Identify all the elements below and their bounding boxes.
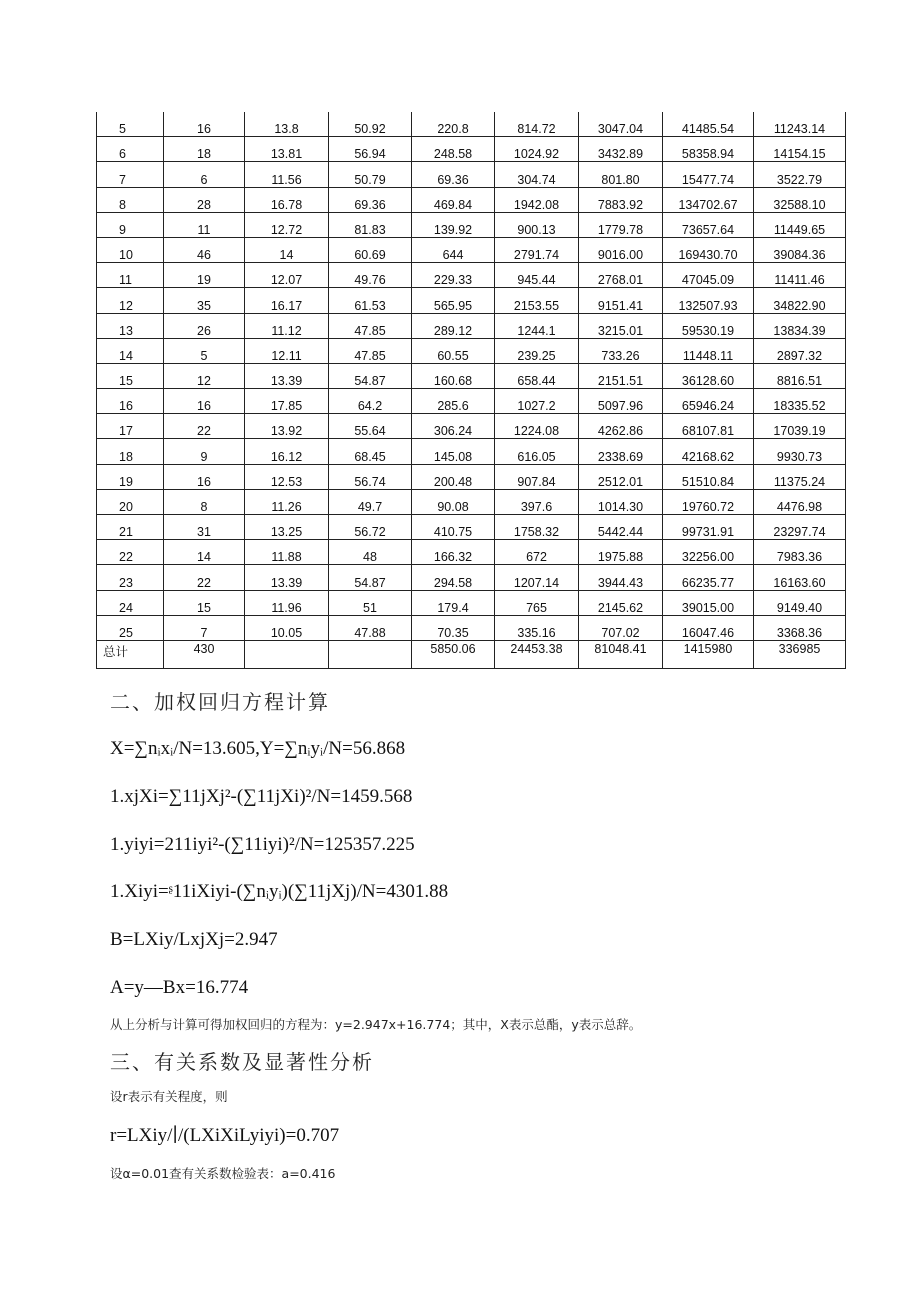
table-cell: 4476.98 [754, 489, 846, 514]
table-cell: 3432.89 [579, 137, 663, 162]
table-cell: 285.6 [412, 389, 495, 414]
table-cell: 16 [164, 464, 245, 489]
table-cell: 11.88 [245, 540, 329, 565]
table-cell: 23 [97, 565, 164, 590]
table-cell: 814.72 [495, 112, 579, 137]
table-cell: 12.72 [245, 212, 329, 237]
correlation-intro: 设r表示有关程度，则 [110, 1089, 228, 1104]
regression-conclusion: 从上分析与计算可得加权回归的方程为：y=2.947x+16.774；其中，X表示总酯，y表示总辞。 [110, 1017, 642, 1032]
table-cell: 35 [164, 288, 245, 313]
table-cell: 2153.55 [495, 288, 579, 313]
significance-note: 设α=0.01查有关系数检验表：a=0.416 [110, 1166, 336, 1181]
total-cell: 1415980 [663, 640, 754, 668]
table-cell: 39084.36 [754, 237, 846, 262]
table-cell: 1942.08 [495, 187, 579, 212]
table-cell: 644 [412, 237, 495, 262]
table-cell: 248.58 [412, 137, 495, 162]
table-cell: 7983.36 [754, 540, 846, 565]
table-cell: 220.8 [412, 112, 495, 137]
table-cell: 8 [164, 489, 245, 514]
table-cell: 5 [97, 112, 164, 137]
table-cell: 5442.44 [579, 515, 663, 540]
table-cell: 1014.30 [579, 489, 663, 514]
table-row [97, 237, 846, 262]
table-row [97, 389, 846, 414]
table-cell: 68107.81 [663, 414, 754, 439]
table-cell: 10.05 [245, 615, 329, 640]
table-row [97, 338, 846, 363]
table-cell: 47.85 [329, 338, 412, 363]
total-cell: 81048.41 [579, 640, 663, 668]
table-cell: 945.44 [495, 263, 579, 288]
table-cell: 1207.14 [495, 565, 579, 590]
table-cell: 16163.60 [754, 565, 846, 590]
table-cell: 12 [97, 288, 164, 313]
table-row [97, 439, 846, 464]
table-cell: 12.11 [245, 338, 329, 363]
table-row [97, 313, 846, 338]
table-cell: 3047.04 [579, 112, 663, 137]
table-cell: 39015.00 [663, 590, 754, 615]
table-cell: 32256.00 [663, 540, 754, 565]
table-cell: 239.25 [495, 338, 579, 363]
section-heading-regression: 二、加权回归方程计算 [110, 690, 330, 714]
table-cell: 99731.91 [663, 515, 754, 540]
table-cell: 16 [164, 389, 245, 414]
table-cell: 294.58 [412, 565, 495, 590]
table-cell: 1975.88 [579, 540, 663, 565]
table-cell: 3522.79 [754, 162, 846, 187]
table-row [97, 212, 846, 237]
table-cell: 13.25 [245, 515, 329, 540]
table-cell: 1027.2 [495, 389, 579, 414]
table-cell: 2151.51 [579, 363, 663, 388]
table-cell: 56.94 [329, 137, 412, 162]
table-cell: 54.87 [329, 565, 412, 590]
table-cell: 672 [495, 540, 579, 565]
table-cell: 11 [164, 212, 245, 237]
table-cell: 18335.52 [754, 389, 846, 414]
table-cell: 11243.14 [754, 112, 846, 137]
table-cell: 3215.01 [579, 313, 663, 338]
table-cell: 70.35 [412, 615, 495, 640]
table-cell: 9151.41 [579, 288, 663, 313]
table-cell: 13.81 [245, 137, 329, 162]
table-cell: 16 [164, 112, 245, 137]
table-cell: 32588.10 [754, 187, 846, 212]
table-cell: 54.87 [329, 363, 412, 388]
table-row [97, 187, 846, 212]
table-cell: 397.6 [495, 489, 579, 514]
table-row [97, 540, 846, 565]
table-row [97, 162, 846, 187]
data-table [96, 112, 846, 669]
table-cell: 5097.96 [579, 389, 663, 414]
table-cell: 56.72 [329, 515, 412, 540]
table-cell: 907.84 [495, 464, 579, 489]
table-cell: 13.39 [245, 565, 329, 590]
table-cell: 7 [97, 162, 164, 187]
table-cell: 12.53 [245, 464, 329, 489]
table-cell: 14 [97, 338, 164, 363]
table-cell: 31 [164, 515, 245, 540]
table-cell: 60.69 [329, 237, 412, 262]
table-cell: 469.84 [412, 187, 495, 212]
table-cell: 160.68 [412, 363, 495, 388]
table-cell: 9 [164, 439, 245, 464]
formula-correlation: r=LXiy/∣/(LXiXiLyiyi)=0.707 [110, 1125, 340, 1146]
table-cell: 13834.39 [754, 313, 846, 338]
table-cell: 179.4 [412, 590, 495, 615]
table-cell: 335.16 [495, 615, 579, 640]
table-cell: 9149.40 [754, 590, 846, 615]
table-cell: 17 [97, 414, 164, 439]
table-cell: 56.74 [329, 464, 412, 489]
total-cell: 5850.06 [412, 640, 495, 668]
total-cell: 430 [164, 640, 245, 668]
table-cell: 11449.65 [754, 212, 846, 237]
table-cell: 47045.09 [663, 263, 754, 288]
formula-lxx: 1.xjXi=∑11jXj²-(∑11jXi)²/N=1459.568 [110, 786, 413, 807]
table-row [97, 288, 846, 313]
table-cell: 58358.94 [663, 137, 754, 162]
table-cell: 18 [164, 137, 245, 162]
total-cell [329, 640, 412, 668]
table-cell: 11.12 [245, 313, 329, 338]
table-row [97, 414, 846, 439]
table-row [97, 489, 846, 514]
table-cell: 139.92 [412, 212, 495, 237]
table-cell: 49.7 [329, 489, 412, 514]
table-cell: 2512.01 [579, 464, 663, 489]
table-cell: 55.64 [329, 414, 412, 439]
table-row [97, 565, 846, 590]
table-cell: 9 [97, 212, 164, 237]
table-cell: 36128.60 [663, 363, 754, 388]
table-cell: 11 [97, 263, 164, 288]
total-label: 总计 [97, 640, 164, 668]
table-cell: 50.92 [329, 112, 412, 137]
table-cell: 81.83 [329, 212, 412, 237]
table-cell: 14 [164, 540, 245, 565]
table-cell: 11.96 [245, 590, 329, 615]
table-cell: 1758.32 [495, 515, 579, 540]
table-cell: 48 [329, 540, 412, 565]
table-cell: 22 [97, 540, 164, 565]
table-cell: 13.39 [245, 363, 329, 388]
table-cell: 13.92 [245, 414, 329, 439]
table-cell: 658.44 [495, 363, 579, 388]
table-cell: 25 [97, 615, 164, 640]
table-cell: 10 [97, 237, 164, 262]
table-cell: 6 [164, 162, 245, 187]
table-cell: 17039.19 [754, 414, 846, 439]
table-cell: 2338.69 [579, 439, 663, 464]
table-cell: 12.07 [245, 263, 329, 288]
table-cell: 7883.92 [579, 187, 663, 212]
table-row [97, 615, 846, 640]
table-cell: 16047.46 [663, 615, 754, 640]
table-cell: 1244.1 [495, 313, 579, 338]
table-cell: 19 [164, 263, 245, 288]
table-cell: 47.88 [329, 615, 412, 640]
table-row [97, 263, 846, 288]
table-cell: 13.8 [245, 112, 329, 137]
table-cell: 15477.74 [663, 162, 754, 187]
table-cell: 42168.62 [663, 439, 754, 464]
table-cell: 2897.32 [754, 338, 846, 363]
table-cell: 17.85 [245, 389, 329, 414]
table-cell: 2791.74 [495, 237, 579, 262]
table-cell: 11375.24 [754, 464, 846, 489]
table-cell: 4262.86 [579, 414, 663, 439]
table-cell: 733.26 [579, 338, 663, 363]
table-cell: 68.45 [329, 439, 412, 464]
table-cell: 59530.19 [663, 313, 754, 338]
table-row [97, 590, 846, 615]
table-row [97, 137, 846, 162]
table-cell: 7 [164, 615, 245, 640]
table-cell: 47.85 [329, 313, 412, 338]
table-cell: 19760.72 [663, 489, 754, 514]
table-cell: 46 [164, 237, 245, 262]
table-cell: 22 [164, 565, 245, 590]
section-heading-correlation: 三、有关系数及显著性分析 [110, 1050, 374, 1074]
table-cell: 11.26 [245, 489, 329, 514]
table-cell: 41485.54 [663, 112, 754, 137]
table-cell: 61.53 [329, 288, 412, 313]
table-cell: 12 [164, 363, 245, 388]
table-cell: 50.79 [329, 162, 412, 187]
table-cell: 69.36 [329, 187, 412, 212]
table-cell: 1024.92 [495, 137, 579, 162]
table-cell: 14 [245, 237, 329, 262]
table-cell: 69.36 [412, 162, 495, 187]
table-cell: 2768.01 [579, 263, 663, 288]
table-cell: 51 [329, 590, 412, 615]
table-cell: 24 [97, 590, 164, 615]
table-cell: 410.75 [412, 515, 495, 540]
table-cell: 765 [495, 590, 579, 615]
table-cell: 16.17 [245, 288, 329, 313]
table-cell: 21 [97, 515, 164, 540]
table-cell: 26 [164, 313, 245, 338]
table-cell: 20 [97, 489, 164, 514]
table-cell: 19 [97, 464, 164, 489]
formula-lyy: 1.yiyi=211iyi²-(∑11iyi)²/N=125357.225 [110, 834, 415, 855]
table-cell: 3944.43 [579, 565, 663, 590]
formula-means: X=∑nᵢxᵢ/N=13.605,Y=∑nᵢyᵢ/N=56.868 [110, 738, 406, 759]
table-cell: 11448.11 [663, 338, 754, 363]
table-cell: 90.08 [412, 489, 495, 514]
formula-slope: B=LXiy/LxjXj=2.947 [110, 929, 278, 950]
table-cell: 64.2 [329, 389, 412, 414]
table-cell: 9930.73 [754, 439, 846, 464]
table-row [97, 112, 846, 137]
table-cell: 23297.74 [754, 515, 846, 540]
table-cell: 707.02 [579, 615, 663, 640]
table-row [97, 515, 846, 540]
total-cell [245, 640, 329, 668]
table-cell: 11411.46 [754, 263, 846, 288]
table-cell: 73657.64 [663, 212, 754, 237]
table-cell: 900.13 [495, 212, 579, 237]
table-cell: 13 [97, 313, 164, 338]
table-cell: 616.05 [495, 439, 579, 464]
formula-intercept: A=y—Bx=16.774 [110, 977, 249, 998]
table-cell: 14154.15 [754, 137, 846, 162]
table-cell: 229.33 [412, 263, 495, 288]
table-cell: 200.48 [412, 464, 495, 489]
table-cell: 169430.70 [663, 237, 754, 262]
table-cell: 801.80 [579, 162, 663, 187]
table-cell: 3368.36 [754, 615, 846, 640]
table-cell: 304.74 [495, 162, 579, 187]
table-cell: 16.78 [245, 187, 329, 212]
table-row [97, 363, 846, 388]
table-cell: 6 [97, 137, 164, 162]
table-cell: 2145.62 [579, 590, 663, 615]
table-cell: 8 [97, 187, 164, 212]
table-cell: 60.55 [412, 338, 495, 363]
total-cell: 336985 [754, 640, 846, 668]
table-cell: 18 [97, 439, 164, 464]
table-cell: 134702.67 [663, 187, 754, 212]
table-cell: 8816.51 [754, 363, 846, 388]
table-cell: 1224.08 [495, 414, 579, 439]
table-cell: 166.32 [412, 540, 495, 565]
formula-lxy: 1.Xiyi=ᶳ11iXiyi-(∑nᵢyᵢ)(∑11jXj)/N=4301.88 [110, 881, 449, 902]
table-cell: 145.08 [412, 439, 495, 464]
table-cell: 16 [97, 389, 164, 414]
table-cell: 5 [164, 338, 245, 363]
table-cell: 9016.00 [579, 237, 663, 262]
table-cell: 51510.84 [663, 464, 754, 489]
table-cell: 15 [97, 363, 164, 388]
table-cell: 306.24 [412, 414, 495, 439]
table-total-row [97, 640, 846, 668]
table-cell: 22 [164, 414, 245, 439]
table-cell: 65946.24 [663, 389, 754, 414]
table-cell: 289.12 [412, 313, 495, 338]
table-cell: 66235.77 [663, 565, 754, 590]
table-cell: 16.12 [245, 439, 329, 464]
table-cell: 1779.78 [579, 212, 663, 237]
table-cell: 28 [164, 187, 245, 212]
table-row [97, 464, 846, 489]
table-cell: 15 [164, 590, 245, 615]
table-cell: 49.76 [329, 263, 412, 288]
table-cell: 34822.90 [754, 288, 846, 313]
total-cell: 24453.38 [495, 640, 579, 668]
table-cell: 565.95 [412, 288, 495, 313]
table-cell: 132507.93 [663, 288, 754, 313]
table-cell: 11.56 [245, 162, 329, 187]
